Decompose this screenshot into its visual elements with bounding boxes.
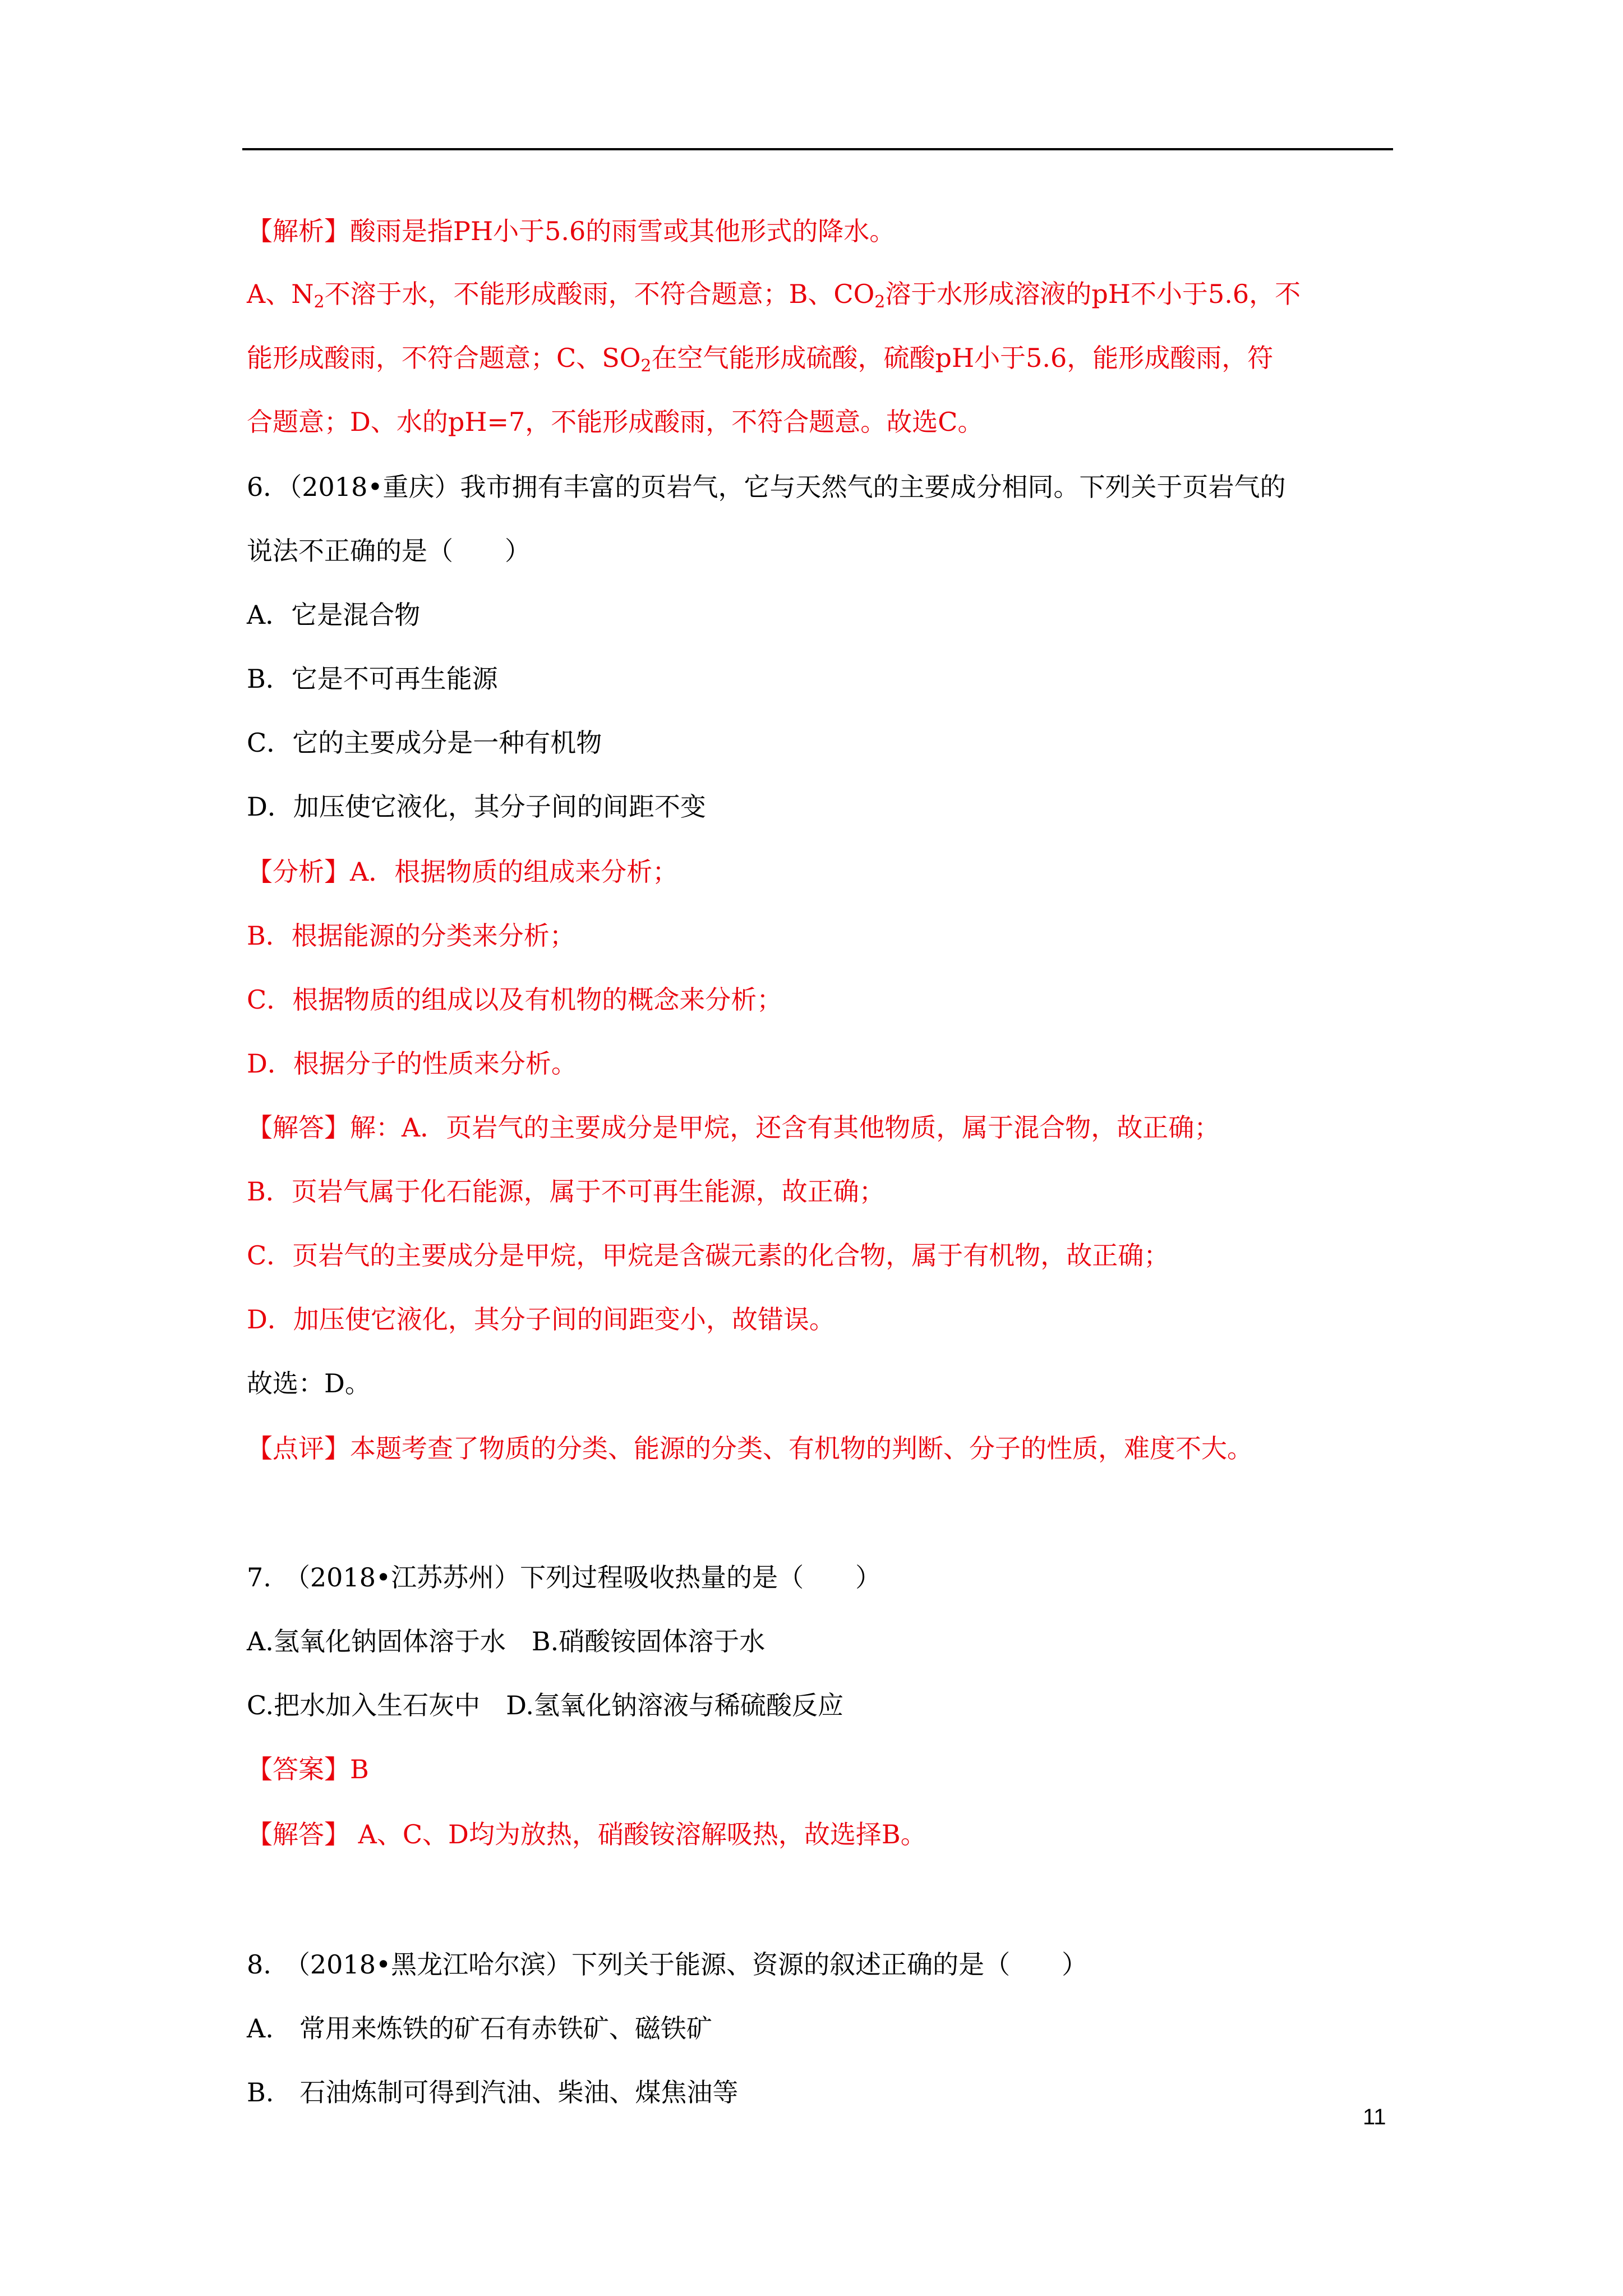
q5-explanation-line2: A、$N_2$不溶于水，不能形成酸雨，不符合题意；B、$CO_2$溶于水形成溶液的pH不小于5.6，不 — [247, 279, 1301, 312]
q6-solution-1: 【解答】解：A．页岩气的主要成分是甲烷，还含有其他物质，属于混合物，故正确； — [247, 1112, 1220, 1143]
q6-option-b: B．它是不可再生能源 — [247, 664, 498, 694]
q6-choice: 故选：D。 — [247, 1368, 371, 1398]
q6-stem-line2: 说法不正确的是（ ） — [247, 536, 531, 566]
header-rule — [242, 148, 1393, 150]
q6-analysis-3: C．根据物质的组成以及有机物的概念来分析； — [247, 984, 783, 1015]
q7-solution: 【解答】 A、C、D均为放热，硝酸铵溶解吸热，故选择B。 — [247, 1819, 926, 1849]
q6-analysis-1: 【分析】A．根据物质的组成来分析； — [247, 857, 679, 887]
q7-options-line1: A.氢氧化钠固体溶于水 B.硝酸铵固体溶于水 — [247, 1626, 766, 1657]
q6-option-d: D．加压使它液化，其分子间的间距不变 — [247, 792, 706, 822]
page-number: 11 — [1363, 2105, 1386, 2129]
q6-comment: 【点评】本题考查了物质的分类、能源的分类、有机物的判断、分子的性质，难度不大。 — [247, 1433, 1253, 1464]
q7-stem: 7. （2018•江苏苏州）下列过程吸收热量的是（ ） — [247, 1562, 882, 1593]
q6-solution-3: C．页岩气的主要成分是甲烷，甲烷是含碳元素的化合物，属于有机物，故正确； — [247, 1240, 1170, 1271]
q7-answer: 【答案】B — [247, 1754, 369, 1784]
q6-stem-line1: 6．（2018•重庆）我市拥有丰富的页岩气，它与天然气的主要成分相同。下列关于页岩气的 — [247, 472, 1286, 502]
q5-explanation-line3: 能形成酸雨，不符合题意；C、$SO_2$在空气能形成硫酸，硫酸pH小于5.6，能形成酸雨，符 — [247, 343, 1274, 376]
q5-explanation-line1: 【解析】酸雨是指PH小于5.6的雨雪或其他形式的降水。 — [247, 216, 896, 246]
q6-analysis-4: D．根据分子的性质来分析。 — [247, 1048, 577, 1079]
q6-option-c: C．它的主要成分是一种有机物 — [247, 728, 602, 758]
q8-stem: 8. （2018•黑龙江哈尔滨）下列关于能源、资源的叙述正确的是（ ） — [247, 1949, 1088, 1980]
q6-solution-4: D．加压使它液化，其分子间的间距变小，故错误。 — [247, 1304, 835, 1335]
q7-options-line2: C.把水加入生石灰中 D.氢氧化钠溶液与稀硫酸反应 — [247, 1690, 844, 1720]
q6-analysis-2: B．根据能源的分类来分析； — [247, 921, 575, 951]
q6-option-a: A．它是混合物 — [247, 600, 421, 630]
q8-option-a: A. 常用来炼铁的矿石有赤铁矿、磁铁矿 — [247, 2013, 712, 2044]
q8-option-b: B. 石油炼制可得到汽油、柴油、煤焦油等 — [247, 2077, 739, 2108]
q6-solution-2: B．页岩气属于化石能源，属于不可再生能源，故正确； — [247, 1176, 885, 1207]
q5-explanation-line4: 合题意；D、水的pH=7，不能形成酸雨，不符合题意。故选C。 — [247, 407, 984, 437]
